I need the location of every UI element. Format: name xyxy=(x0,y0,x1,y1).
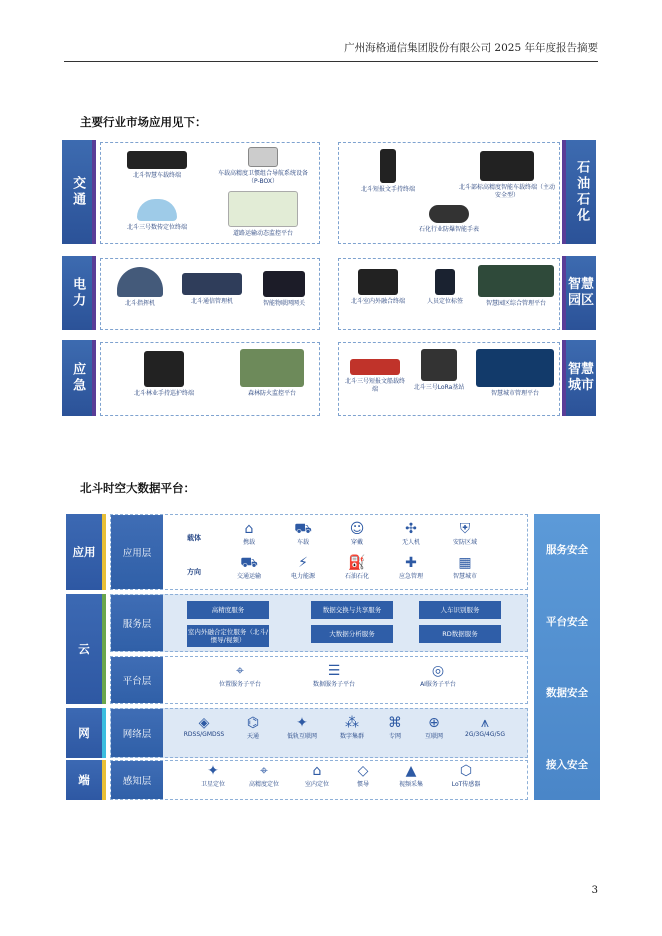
svc-bigdata: 大数据分析服务 xyxy=(311,625,393,643)
item-park-platform: 智慧园区综合管理平台 xyxy=(473,265,559,308)
item-bd3-terminal: 北斗三号数传定位终端 xyxy=(107,199,207,232)
layer-platform-name: 平台层 xyxy=(111,657,163,703)
item-command: 北斗指挥机 xyxy=(105,267,175,308)
svc-hp: 高精度服务 xyxy=(187,601,269,619)
carrier-drone: ✣ 无人机 xyxy=(401,521,420,546)
item-pbox: 车载高精度卫惯组合导航系统设备（P-BOX） xyxy=(213,147,313,186)
panel-emergency xyxy=(100,342,320,416)
item-ship-terminal: 北斗三号短报文船载终端 xyxy=(343,359,407,394)
layer-network-name: 网络层 xyxy=(111,709,163,757)
item-handheld: 北斗短报文手持终端 xyxy=(343,149,433,194)
svc-indoor-outdoor: 室内外融合定位服务（北斗/惯导/视频） xyxy=(187,625,269,647)
label-transport: 交通 xyxy=(62,140,96,244)
dir-power: ⚡ 电力能源 xyxy=(290,555,315,580)
carrier-vehicle: ⛟ 车载 xyxy=(294,521,312,546)
sense-indoor: ⌂ 室内定位 xyxy=(304,763,329,788)
sub-location: ⌖ 位置服务子平台 xyxy=(218,663,261,688)
section-title-platform: 北斗时空大数据平台： xyxy=(80,481,195,495)
sub-data: ☰ 数据服务子平台 xyxy=(312,663,355,688)
layer-perception-name: 感知层 xyxy=(111,761,163,799)
page-header: 广州海格通信集团股份有限公司 2025 年年度报告摘要 xyxy=(64,40,598,62)
carrier-security: ⛨ 安防区域 xyxy=(452,521,477,546)
sec-data: 数据安全 xyxy=(546,687,588,700)
item-lora: 北斗三号LoRa基站 xyxy=(409,349,469,392)
sense-hp: ⌖ 高精度定位 xyxy=(248,763,279,788)
sense-iot: ⬡ LoT传感器 xyxy=(451,763,481,788)
dir-city: ▦ 智慧城市 xyxy=(452,555,477,580)
net-rdss: ◈ RDSS/GMDSS xyxy=(183,715,225,738)
label-petro: 石油石化 xyxy=(562,140,596,244)
item-city-platform: 智慧城市管理平台 xyxy=(471,349,559,398)
item-indoor-outdoor: 北斗室内外融合终端 xyxy=(343,269,413,306)
dir-transport: ⛟ 交通运输 xyxy=(236,555,261,580)
dir-emergency: ✚ 应急管理 xyxy=(398,555,423,580)
net-mobile: ⩚ 2G/3G/4G/5G xyxy=(465,715,505,738)
item-comm-manager: 北斗通信管理机 xyxy=(177,273,247,306)
panel-petro xyxy=(338,142,560,244)
label-emergency: 应急 xyxy=(62,340,96,416)
item-vehicle-hp: 北斗部标高精度智能车载终端（主动安全型） xyxy=(457,151,557,200)
item-vehicle-terminal: 北斗智慧车载终端 xyxy=(107,151,207,180)
item-watch: 石化行业防爆智能手表 xyxy=(389,205,509,234)
panel-park xyxy=(338,258,560,330)
side-app: 应用 xyxy=(66,514,106,590)
sense-sat: ✦ 卫星定位 xyxy=(200,763,225,788)
panel-transport xyxy=(100,142,320,244)
panel-power xyxy=(100,258,320,330)
side-cloud: 云 xyxy=(66,594,106,704)
label-power: 电力 xyxy=(62,256,96,330)
section-title-industry: 主要行业市场应用见下： xyxy=(80,115,207,129)
label-city: 智慧城市 xyxy=(562,340,596,416)
item-road-platform: 道路运输动态监控平台 xyxy=(213,191,313,238)
side-net: 网 xyxy=(66,708,106,758)
page-number: 3 xyxy=(591,885,598,896)
carrier-wearable: ☺ 穿戴 xyxy=(349,521,365,546)
dir-petro: ⛽ 石油石化 xyxy=(344,555,369,580)
layer-app-name: 应用层 xyxy=(111,515,163,589)
layer-platform xyxy=(110,656,528,704)
sub-ai: ◎ AI服务子平台 xyxy=(420,663,456,688)
carrier-portable: ⌂ 携载 xyxy=(242,521,255,546)
sense-ins: ◇ 惯导 xyxy=(356,763,369,788)
direction-label: 方向 xyxy=(187,568,201,576)
security-column xyxy=(534,514,600,800)
net-leo: ✦ 低轨互联网 xyxy=(286,715,317,740)
net-internet: ⊕ 互联网 xyxy=(424,715,443,740)
label-park: 智慧园区 xyxy=(562,256,596,330)
net-cluster: ⁂ 数字集群 xyxy=(339,715,364,740)
layer-service-name: 服务层 xyxy=(111,595,163,651)
side-end: 端 xyxy=(66,760,106,800)
svc-exchange: 数据交换与共享服务 xyxy=(311,601,393,619)
layer-network xyxy=(110,708,528,758)
sec-platform: 平台安全 xyxy=(546,615,588,628)
sec-service: 服务安全 xyxy=(546,544,588,557)
panel-city xyxy=(338,342,560,416)
layer-service xyxy=(110,594,528,652)
item-iot-gateway: 智能物联网网关 xyxy=(249,271,319,308)
net-private: ⌘ 专网 xyxy=(388,715,402,740)
net-tiantong: ⌬ 天通 xyxy=(246,715,260,740)
sec-access: 接入安全 xyxy=(546,758,588,771)
sense-video: ▲ 视频采集 xyxy=(398,763,423,788)
industry-application-figure xyxy=(62,140,598,416)
item-forest-platform: 森林防火监控平台 xyxy=(227,349,317,398)
layer-perception xyxy=(110,760,528,800)
svc-recognition: 人车识别服务 xyxy=(419,601,501,619)
carrier-label: 载体 xyxy=(187,534,201,542)
item-forest-handheld: 北斗林业手持巡护终端 xyxy=(109,351,219,398)
layer-app xyxy=(110,514,528,590)
svc-rd: RD数据服务 xyxy=(419,625,501,643)
bigdata-platform-figure xyxy=(66,514,600,800)
item-tag: 人员定位标签 xyxy=(415,269,475,306)
